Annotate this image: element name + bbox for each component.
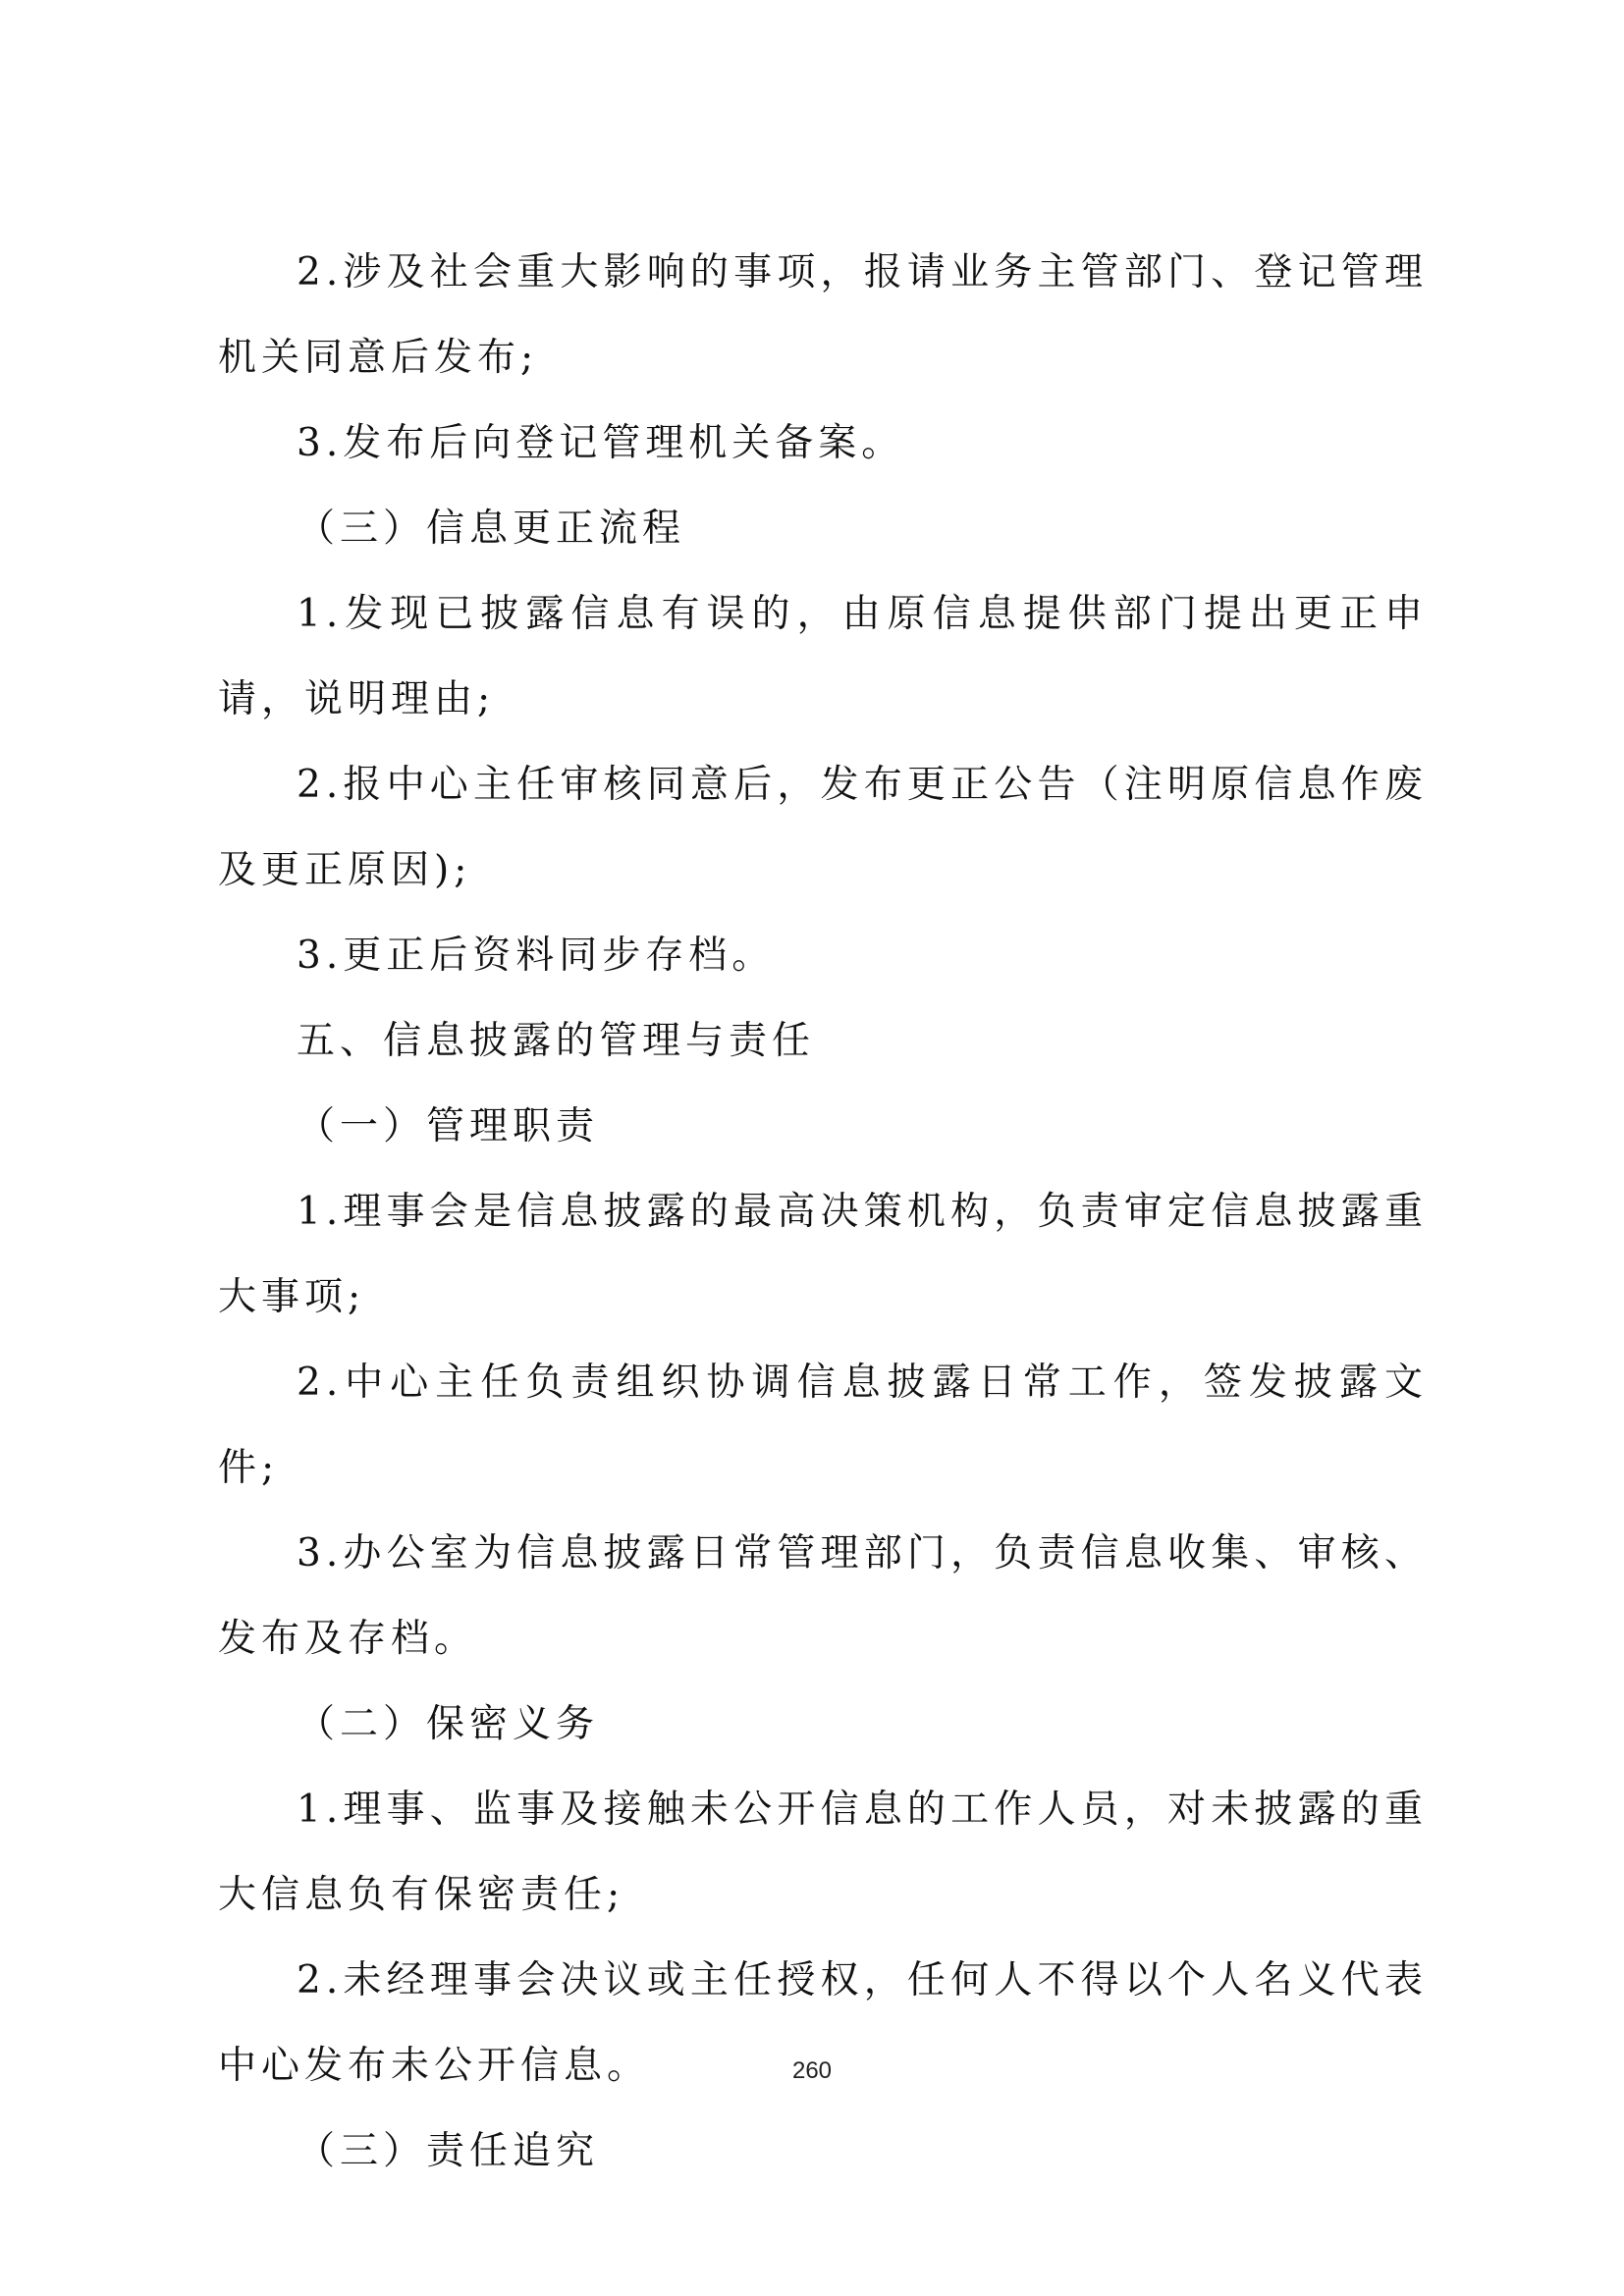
paragraph-item: 2.中心主任负责组织协调信息披露日常工作，签发披露文件; bbox=[218, 1361, 1428, 1490]
chapter-heading: 五、信息披露的管理与责任 bbox=[297, 1019, 816, 1063]
section-heading: （三）责任追究 bbox=[297, 2129, 600, 2173]
paragraph-item: 2.未经理事会决议或主任授权，任何人不得以个人名义代表中心发布未公开信息。 bbox=[218, 1958, 1428, 2088]
paragraph-item: 3.发布后向登记管理机关备案。 bbox=[297, 421, 905, 465]
paragraph-item: 3.更正后资料同步存档。 bbox=[297, 934, 776, 978]
paragraph-item: 1.理事、监事及接触未公开信息的工作人员，对未披露的重大信息负有保密责任; bbox=[218, 1788, 1428, 1917]
paragraph-item: 3.办公室为信息披露日常管理部门，负责信息收集、审核、发布及存档。 bbox=[218, 1531, 1428, 1661]
section-heading: （二）保密义务 bbox=[297, 1702, 600, 1746]
document-body bbox=[218, 230, 1428, 2194]
page-number: 260 bbox=[791, 2057, 833, 2084]
paragraph-item: 2.涉及社会重大影响的事项，报请业务主管部门、登记管理机关同意后发布; bbox=[218, 250, 1428, 380]
section-heading: （一）管理职责 bbox=[297, 1104, 600, 1148]
paragraph-item: 2.报中心主任审核同意后，发布更正公告（注明原信息作废及更正原因); bbox=[218, 763, 1428, 892]
paragraph-item: 1.理事会是信息披露的最高决策机构，负责审定信息披露重大事项; bbox=[218, 1190, 1428, 1319]
section-heading: （三）信息更正流程 bbox=[297, 507, 686, 551]
paragraph-item: 1.发现已披露信息有误的，由原信息提供部门提出更正申请，说明理由; bbox=[218, 592, 1428, 721]
